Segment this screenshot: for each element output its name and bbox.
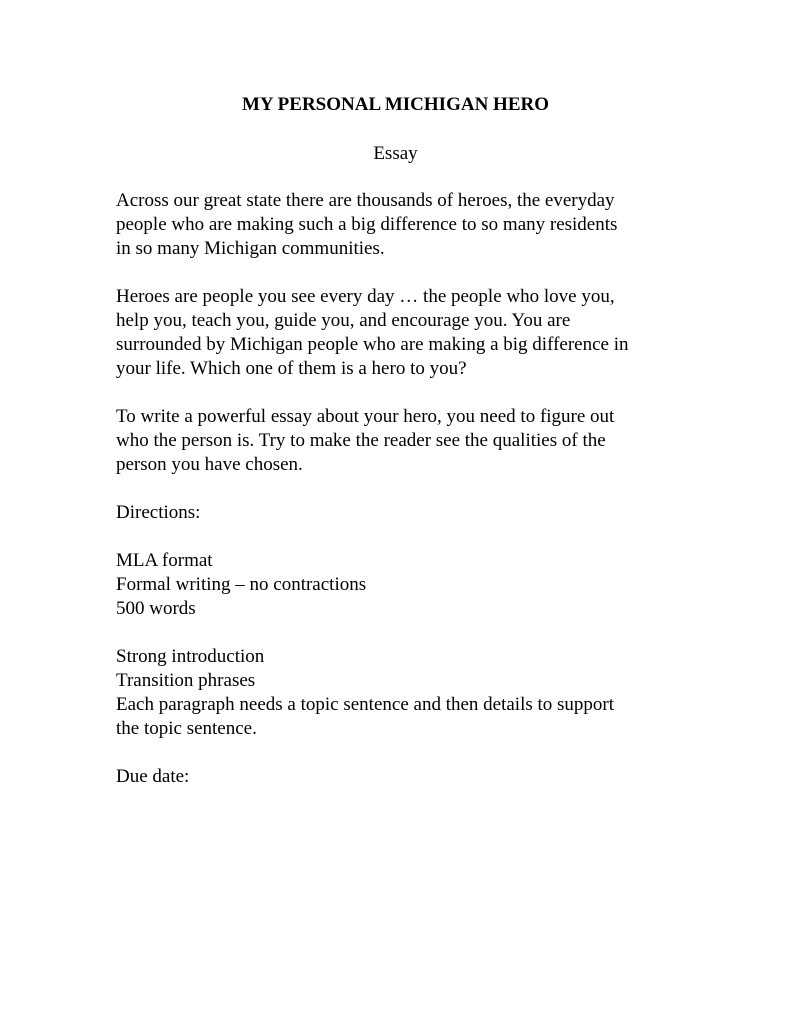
text-line: people who are making such a big difference to so many residents xyxy=(116,214,618,235)
document-title: MY PERSONAL MICHIGAN HERO xyxy=(241,94,549,115)
text-line: person you have chosen. xyxy=(116,454,303,475)
text-line: To write a powerful essay about your hero, you need to figure out xyxy=(116,406,615,427)
text-line: Across our great state there are thousands of heroes, the everyday xyxy=(116,190,615,211)
due-date xyxy=(116,765,696,789)
directions-heading xyxy=(116,501,696,525)
text-line: 500 words xyxy=(116,598,196,619)
text-line: Directions: xyxy=(116,502,201,523)
text-line: Each paragraph needs a topic sentence and then details to support xyxy=(116,694,615,715)
text-line: help you, teach you, guide you, and encourage you. You are xyxy=(116,310,571,331)
text-line: the topic sentence. xyxy=(116,718,257,739)
text-line: your life. Which one of them is a hero to you? xyxy=(116,358,467,379)
text-line: Heroes are people you see every day … the people who love you, xyxy=(116,286,615,307)
text-line: Strong introduction xyxy=(116,646,265,667)
text-line: Transition phrases xyxy=(116,670,256,691)
text-line: Due date: xyxy=(116,766,190,787)
text-line: who the person is. Try to make the reader see the qualities of the xyxy=(116,430,606,451)
document-subtitle: Essay xyxy=(373,143,418,164)
structure-requirements xyxy=(116,645,696,741)
paragraph-essay-guidance xyxy=(116,405,696,477)
document-body xyxy=(116,189,696,813)
paragraph-heroes xyxy=(116,285,696,381)
text-line: MLA format xyxy=(116,550,213,571)
text-line: Formal writing – no contractions xyxy=(116,574,367,595)
format-requirements xyxy=(116,549,696,621)
text-line: surrounded by Michigan people who are making a big difference in xyxy=(116,334,629,355)
paragraph-intro xyxy=(116,189,696,261)
text-line: in so many Michigan communities. xyxy=(116,238,385,259)
